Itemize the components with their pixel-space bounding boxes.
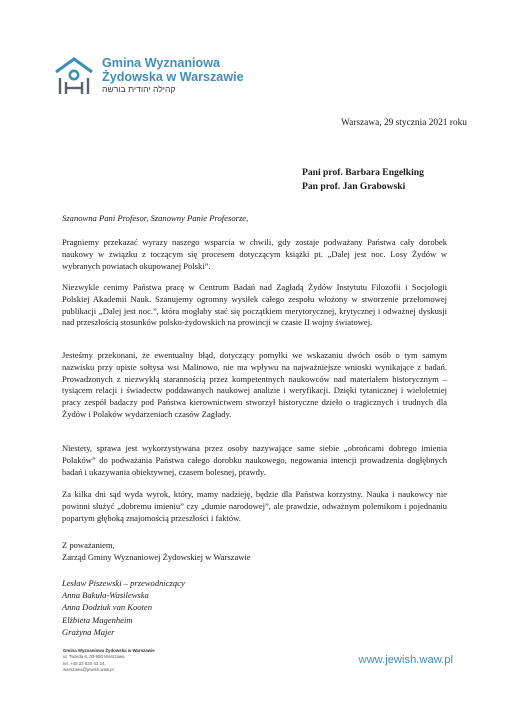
footer-email: warszawa@jewish.waw.pl bbox=[63, 667, 114, 673]
recipient: Pani prof. Barbara Engelking bbox=[302, 167, 424, 178]
menorah-house-icon bbox=[52, 54, 96, 98]
closing-line: Z poważaniem, bbox=[62, 540, 115, 550]
footer-website: www.jewish.waw.pl bbox=[358, 654, 453, 666]
org-name-hebrew: קהילה יהודית בורשה bbox=[102, 84, 176, 94]
signer: Anna Dodziuk van Kooten bbox=[62, 602, 152, 613]
footer-address bbox=[63, 648, 155, 674]
salutation: Szanowna Pani Profesor, Szanowny Panie Profesorze, bbox=[62, 213, 249, 223]
footer-street: ul. Twarda 6, 00-950 Warszawa, bbox=[63, 654, 126, 660]
footer-phone: tel. +48 22 620 43 24, bbox=[63, 660, 106, 666]
signer: Elżbieta Magenheim bbox=[62, 614, 133, 625]
org-name-line1: Gmina Wyznaniowa bbox=[102, 56, 221, 70]
signer: Grażyna Majer bbox=[62, 626, 115, 637]
org-name-line2: Żydowska w Warszawie bbox=[102, 70, 244, 84]
org-logo bbox=[52, 54, 252, 102]
org-name bbox=[102, 56, 244, 95]
recipient: Pan prof. Jan Grabowski bbox=[302, 181, 406, 192]
paragraph-2: Niezwykle cenimy Państwa pracę w Centrum Badań nad Zagładą Żydów Instytutu Filozofii i Socjologii Polskiej Akademii Nauk. Szanujemy ogromny wysiłek całego zespołu włożony w stworzenie przełomowej publikacji „Dalej jest noc.”, która mogłaby stać się początkiem merytorycznej, krytycznej i odważnej dyskusji nad przeszłością stosunków polsko-żydowskich na prowincji w czasie II wojny światowej. bbox=[62, 282, 447, 328]
closing bbox=[62, 540, 251, 564]
paragraph-5: Za kilka dni sąd wyda wyrok, który, mamy nadzieję, będzie dla Państwa korzystny. Nauka i naukowcy nie powinni służyć „dobremu imieniu” czy „dumie narodowej”, ale prawdzie, odważnym polemikom i pojednaniu popartym głęboką znajomością przeszłości i faktów. bbox=[62, 489, 447, 523]
signer: Anna Bakuła-Wasilewska bbox=[62, 590, 149, 601]
paragraph-4: Niestety, sprawa jest wykorzystywana przez osoby nazywające same siebie „obrońcami dobrego imienia Polaków” do podważania Państwa całego dorobku naukowego, negowania intencji prowadzenia dogłębnych badań i ukazywania obiektywnej, czasem bolesnej, prawdy. bbox=[62, 443, 447, 477]
closing-line: Zarząd Gminy Wyznaniowej Żydowskiej w Warszawie bbox=[62, 551, 251, 562]
footer-org-name: Gmina Wyznaniowa Żydowska w Warszawie bbox=[63, 648, 155, 653]
paragraph-3: Jesteśmy przekonani, że ewentualny błąd, dotyczący pomyłki we wskazaniu dwóch osób o tym samym nazwisku przy opisie sołtysa wsi Malinowo, nie ma wpływu na najważniejsze wnioski wynikające z badań. Prowadzonych z niezwykłą starannością przez kompetentnych naukowców nad materiałem historycznym – tysiącem relacji i świadectw poddawanych naukowej analizie i weryfikacji. Dzięki tytanicznej i wieloletniej pracy zespół badaczy pod Państwa kierownictwem stworzył historyczne dzieło o tragicznych i trudnych dla Żydów i Polaków wydarzeniach czasów Zagłady. bbox=[62, 350, 447, 419]
paragraph-1: Pragniemy przekazać wyrazy naszego wsparcia w chwili, gdy zostaje podważany Państwa cały dorobek naukowy w związku z toczącym się procesem dotyczącym książki pt. „Dalej jest noc. Losy Żydów w wybranych powiatach okupowanej Polski”. bbox=[62, 237, 447, 271]
signers-list bbox=[62, 577, 185, 638]
recipients bbox=[302, 166, 424, 194]
signer: Lesław Piszewski – przewodniczący bbox=[62, 578, 185, 588]
letter-date: Warszawa, 29 stycznia 2021 roku bbox=[340, 118, 467, 128]
